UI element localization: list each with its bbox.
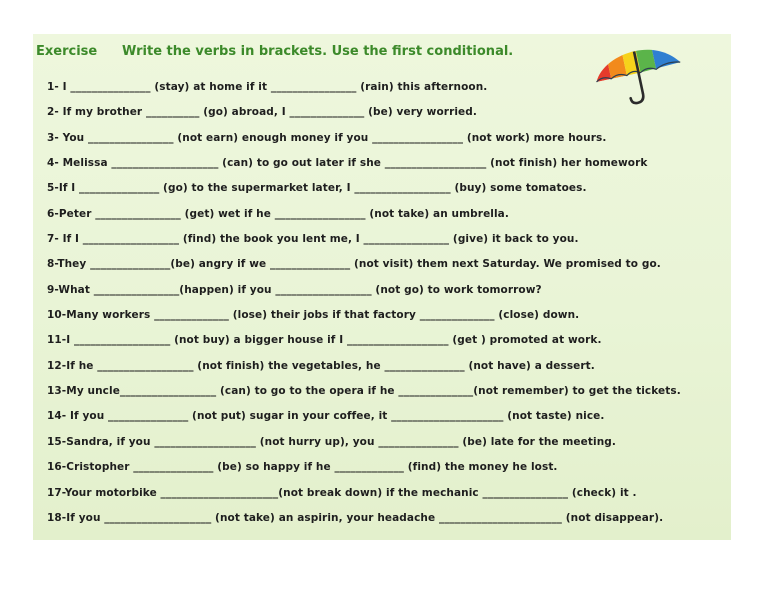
exercise-item-1: 1- I _______________ (stay) at home if it ________________ (rain) this afternoon. (47, 81, 488, 93)
exercise-item-8: 8-They _______________(be) angry if we _______________ (not visit) them next Saturday. We promised to go. (47, 258, 661, 271)
exercise-item-9: 9-What ________________(happen) if you __________________ (not go) to work tomorrow? (47, 283, 542, 296)
exercise-item-7: 7- If I __________________ (find) the book you lent me, I ________________ (give) it back to you. (47, 233, 579, 246)
exercise-item-5: 5-If I _______________ (go) to the supermarket later, I __________________ (buy) some tomatoes. (47, 182, 587, 195)
exercise-label: Exercise (36, 44, 98, 59)
exercise-instruction: Write the verbs in brackets. Use the first conditional. (122, 44, 514, 59)
exercise-items (47, 79, 727, 535)
exercise-item-18: 18-If you ____________________ (not take) an aspirin, your headache _______________________ (not disappear). (47, 511, 664, 524)
exercise-item-13: 13-My uncle__________________ (can) to go to the opera if he ______________(not remember) to get the tickets. (47, 385, 681, 398)
exercise-item-3: 3- You ________________ (not earn) enough money if you _________________ (not work) more hours. (47, 131, 607, 144)
exercise-item-2: 2- If my brother __________ (go) abroad, I ______________ (be) very worried. (47, 106, 477, 119)
exercise-item-11: 11-I __________________ (not buy) a bigger house if I ___________________ (get ) promoted at work. (47, 334, 602, 347)
exercise-item-10: 10-Many workers ______________ (lose) their jobs if that factory ______________ (close) down. (47, 309, 580, 322)
exercise-header (36, 44, 513, 59)
exercise-item-14: 14- If you _______________ (not put) sugar in your coffee, it _____________________ (not taste) nice. (47, 410, 605, 423)
exercise-item-6: 6-Peter ________________ (get) wet if he _________________ (not take) an umbrella. (47, 207, 509, 220)
exercise-item-17: 17-Your motorbike ______________________(not break down) if the mechanic ________________ (check) it . (47, 486, 637, 499)
exercise-item-16: 16-Cristopher _______________ (be) so happy if he _____________ (find) the money he lost. (47, 461, 558, 474)
exercise-item-15: 15-Sandra, if you ___________________ (not hurry up), you _______________ (be) late for the meeting. (47, 435, 616, 448)
exercise-item-12: 12-If he __________________ (not finish) the vegetables, he _______________ (not have) a dessert. (47, 359, 595, 372)
exercise-item-4: 4- Melissa ____________________ (can) to go out later if she ___________________ (not finish) her homework (47, 157, 648, 170)
